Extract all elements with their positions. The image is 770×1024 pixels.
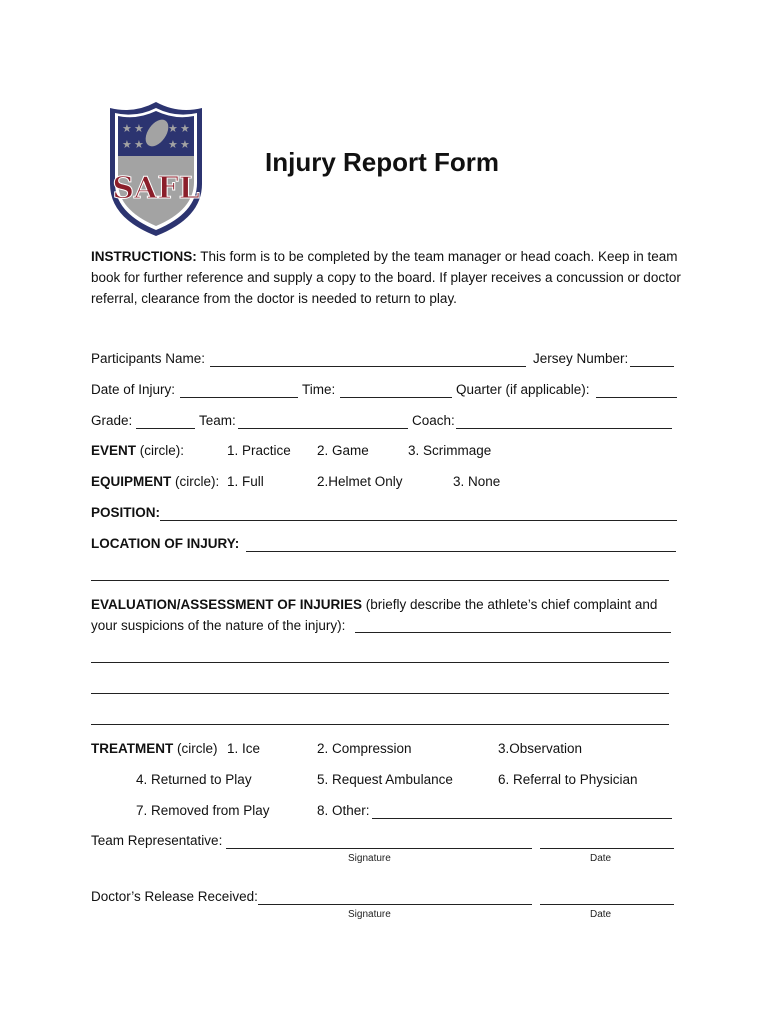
event-label-group [91,443,184,458]
position-label: POSITION: [91,505,161,520]
treatment-other-field[interactable] [372,818,672,819]
doctor-release-signature-caption: Signature [348,909,391,920]
evaluation-field-line-3[interactable] [91,693,669,694]
doctor-release-date-caption: Date [590,909,612,920]
team-field[interactable] [238,428,408,429]
svg-text:★: ★ [122,138,132,151]
treatment-label-group [91,741,218,756]
svg-text:★: ★ [168,122,178,135]
evaluation-text-1: (briefly describe the athlete’s chief complaint and [362,597,658,612]
jersey-number-field[interactable] [630,366,674,367]
jersey-number-label: Jersey Number: [533,351,629,366]
safl-logo [104,100,208,240]
doctor-release-date-field[interactable] [540,904,674,905]
date-of-injury-label: Date of Injury: [91,382,176,397]
instructions-paragraph [91,246,691,309]
evaluation-field[interactable] [355,632,671,633]
instructions-label: INSTRUCTIONS: [91,249,197,264]
participant-name-label: Participants Name: [91,351,206,366]
team-rep-date-caption: Date [590,853,612,864]
evaluation-label: EVALUATION/ASSESSMENT OF INJURIES [91,597,363,612]
svg-text:★: ★ [180,122,190,135]
evaluation-line-1 [91,597,657,612]
event-option-practice[interactable]: 1. Practice [227,443,291,458]
svg-text:★: ★ [134,138,144,151]
treatment-option-removed-from-play[interactable]: 7. Removed from Play [136,803,270,818]
event-option-scrimmage[interactable]: 3. Scrimmage [408,443,492,458]
event-suffix: (circle): [136,443,185,458]
svg-text:★: ★ [168,138,178,151]
evaluation-field-line-4[interactable] [91,724,669,725]
equipment-label-group [91,474,219,489]
time-label: Time: [302,382,336,397]
event-option-game[interactable]: 2. Game [317,443,369,458]
position-field[interactable] [160,520,677,521]
svg-text:★: ★ [180,138,190,151]
instructions-text: This form is to be completed by the team manager or head coach. Keep in team book for further reference and supply a copy to the board. If player receives a concussion or doctor referral, clearance from the doctor is needed to return to play. [91,249,681,306]
location-field-line-2[interactable] [91,580,669,581]
doctor-release-label: Doctor’s Release Received: [91,889,258,904]
team-rep-label: Team Representative: [91,833,223,848]
treatment-option-request-ambulance[interactable]: 5. Request Ambulance [317,772,453,787]
svg-text:★: ★ [122,122,132,135]
equipment-option-none[interactable]: 3. None [453,474,501,489]
team-label: Team: [199,413,236,428]
team-rep-date-field[interactable] [540,848,674,849]
treatment-option-referral-to-physician[interactable]: 6. Referral to Physician [498,772,638,787]
event-label: EVENT [91,443,137,458]
date-of-injury-field[interactable] [180,397,298,398]
location-field[interactable] [246,551,676,552]
coach-label: Coach: [412,413,455,428]
coach-field[interactable] [456,428,672,429]
evaluation-text-2: your suspicions of the nature of the injury): [91,618,346,633]
grade-field[interactable] [136,428,195,429]
page-title: Injury Report Form [265,147,500,177]
location-label: LOCATION OF INJURY: [91,536,240,551]
doctor-release-signature-field[interactable] [258,904,532,905]
treatment-option-ice[interactable]: 1. Ice [227,741,261,756]
equipment-option-full[interactable]: 1. Full [227,474,264,489]
equipment-label: EQUIPMENT [91,474,172,489]
logo-text: SAFL [112,171,200,206]
participant-name-field[interactable] [210,366,526,367]
quarter-field[interactable] [596,397,677,398]
svg-text:★: ★ [134,122,144,135]
equipment-option-helmet-only[interactable]: 2.Helmet Only [317,474,403,489]
treatment-option-compression[interactable]: 2. Compression [317,741,412,756]
equipment-suffix: (circle): [171,474,220,489]
team-rep-signature-caption: Signature [348,853,391,864]
treatment-option-observation[interactable]: 3.Observation [498,741,583,756]
evaluation-field-line-2[interactable] [91,662,669,663]
treatment-suffix: (circle) [173,741,218,756]
treatment-option-other[interactable]: 8. Other: [317,803,370,818]
treatment-option-returned-to-play[interactable]: 4. Returned to Play [136,772,252,787]
team-rep-signature-field[interactable] [226,848,532,849]
quarter-label: Quarter (if applicable): [456,382,590,397]
time-field[interactable] [340,397,452,398]
treatment-label: TREATMENT [91,741,174,756]
grade-label: Grade: [91,413,133,428]
